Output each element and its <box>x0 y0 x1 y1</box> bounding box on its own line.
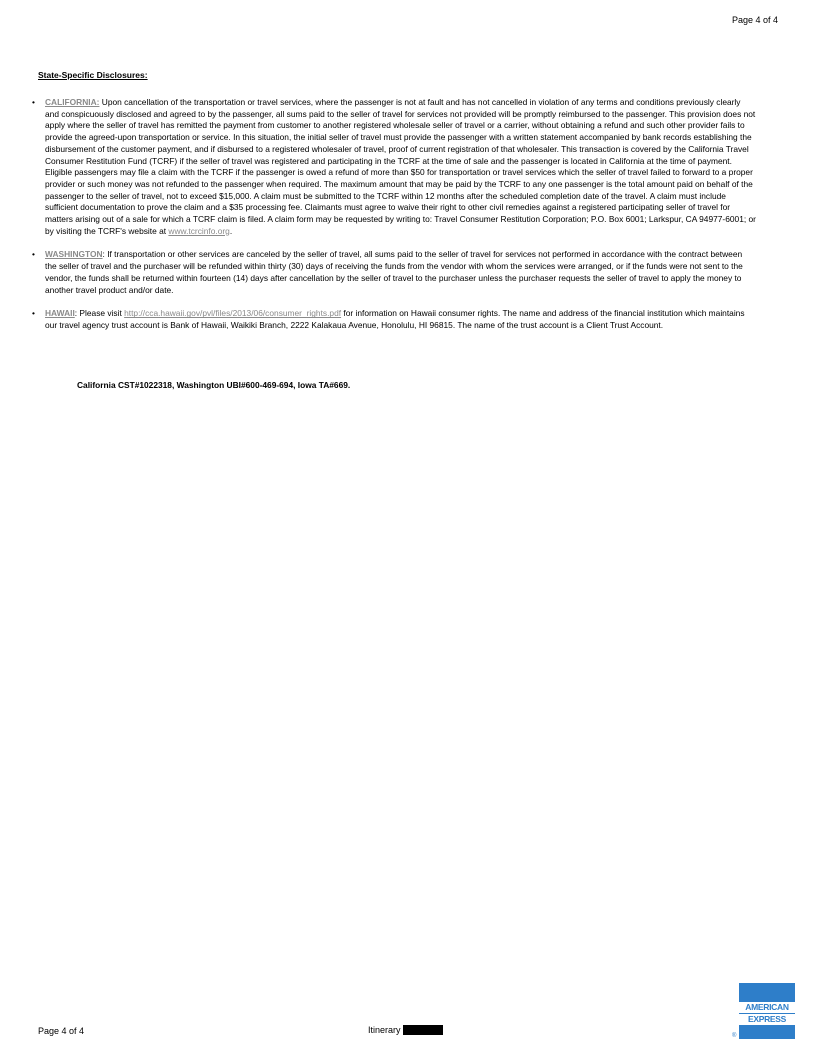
hawaii-link[interactable]: HAWAII <box>45 308 75 319</box>
california-link[interactable]: CALIFORNIA: <box>45 97 100 107</box>
bullet: • <box>32 249 35 260</box>
disclosure-hawaii <box>32 308 756 331</box>
hawaii-text: : Please visit <box>74 308 125 319</box>
tcrf-website-link[interactable]: www.tcrcinfo.org <box>168 225 230 236</box>
disclosure-california <box>32 97 756 237</box>
logo-line-2: EXPRESS <box>739 1014 795 1025</box>
footer-page-number: Page 4 of 4 <box>38 1026 85 1036</box>
california-text: Upon cancellation of the transportation or travel services, where the passenger is not at fault and has not cancelled in violation of any terms and conditions previously clearly and conspicuously disclosed and agreed to by the passenger, all sums paid to the seller of travel for services not provided will be promptly reimbursed to the passenger. This provision does not apply where the seller of travel has remitted the payment from customer to another registered wholesale seller of travel or a carrier, without obtaining a refund and such other provider fails to provide the agreed-upon transportation or service. In this situation, the initial seller of travel must provide the passenger with a written statement accompanied by bank records establishing the disbursement of the customer payment, and if disbursed to a registered wholesaler of travel, proof of current registration of that wholesaler. This transaction is covered by the California Travel Consumer Restitution Fund (TCRF) if the seller of travel was registered and participating in the TCRF at the time of sale and the passenger is located in California at the time of payment. Eligible passengers may file a claim with the TCRF if the passenger is owed a refund of more than $50 for transportation or travel services which the seller of travel failed to forward to a proper provider or such money was not refunded to the passenger when required. The maximum amount that may be paid by the TCRF to any one passenger is the total amount paid on behalf of the passenger to the seller of travel, not to exceed $15,000. A claim must be submitted to the TCRF within 12 months after the scheduled completion date of the travel. A claim must include sufficient documentation to prove the claim and a $35 processing fee. Claimants must agree to waive their right to other civil remedies against a registered participating seller of travel for matters arising out of a sale for which a TCRF claim is filed. A claim form may be requested by writing to: Travel Consumer Restitution Corporation; P.O. Box 6001; Larkspur, CA 94977-6001; or by visiting the TCRF's website at <box>45 97 756 236</box>
section-title: State-Specific Disclosures: <box>38 70 148 80</box>
washington-link[interactable]: WASHINGTON <box>45 249 103 260</box>
california-text-end: . <box>229 225 233 236</box>
logo-line-1: AMERICAN <box>739 1002 795 1013</box>
itinerary-label: Itinerary <box>368 1025 401 1035</box>
hawaii-consumer-rights-link[interactable]: http://cca.hawaii.gov/pvl/files/2013/06/consumer_rights.pdf <box>124 308 342 319</box>
redacted-itinerary-number <box>403 1025 443 1035</box>
registered-mark: ® <box>732 1033 737 1039</box>
hawaii-text-end: for information on Hawaii consumer rights. The name and address of the financial institution which maintains our travel agency trust account is Bank of Hawaii, Waikiki Branch, 2222 Kalakaua Avenue, Honolulu, HI 96815. The name of the trust account is a Client Trust Account. <box>45 308 745 330</box>
disclosure-list <box>32 97 756 344</box>
bullet: • <box>32 308 35 319</box>
license-numbers: California CST#1022318, Washington UBI#600-469-694, Iowa TA#669. <box>77 380 351 390</box>
washington-text: : If transportation or other services are canceled by the seller of travel, all sums paid to the seller of travel for services not performed in accordance with the contract between the seller of travel and the purchaser will be refunded within thirty (30) days of receiving the funds from the vendor with whom the services were arranged, or if the funds were not sent to the vendor, the funds shall be returned within fourteen (14) days after cancellation by the seller of travel to the purchaser unless the purchaser requests the seller of travel to apply the money to another travel product and/or date. <box>45 249 743 295</box>
bullet: • <box>32 97 35 107</box>
footer-itinerary <box>368 1025 443 1035</box>
american-express-logo <box>739 983 795 1039</box>
disclosure-washington <box>32 249 756 296</box>
header-page-number: Page 4 of 4 <box>731 15 778 25</box>
